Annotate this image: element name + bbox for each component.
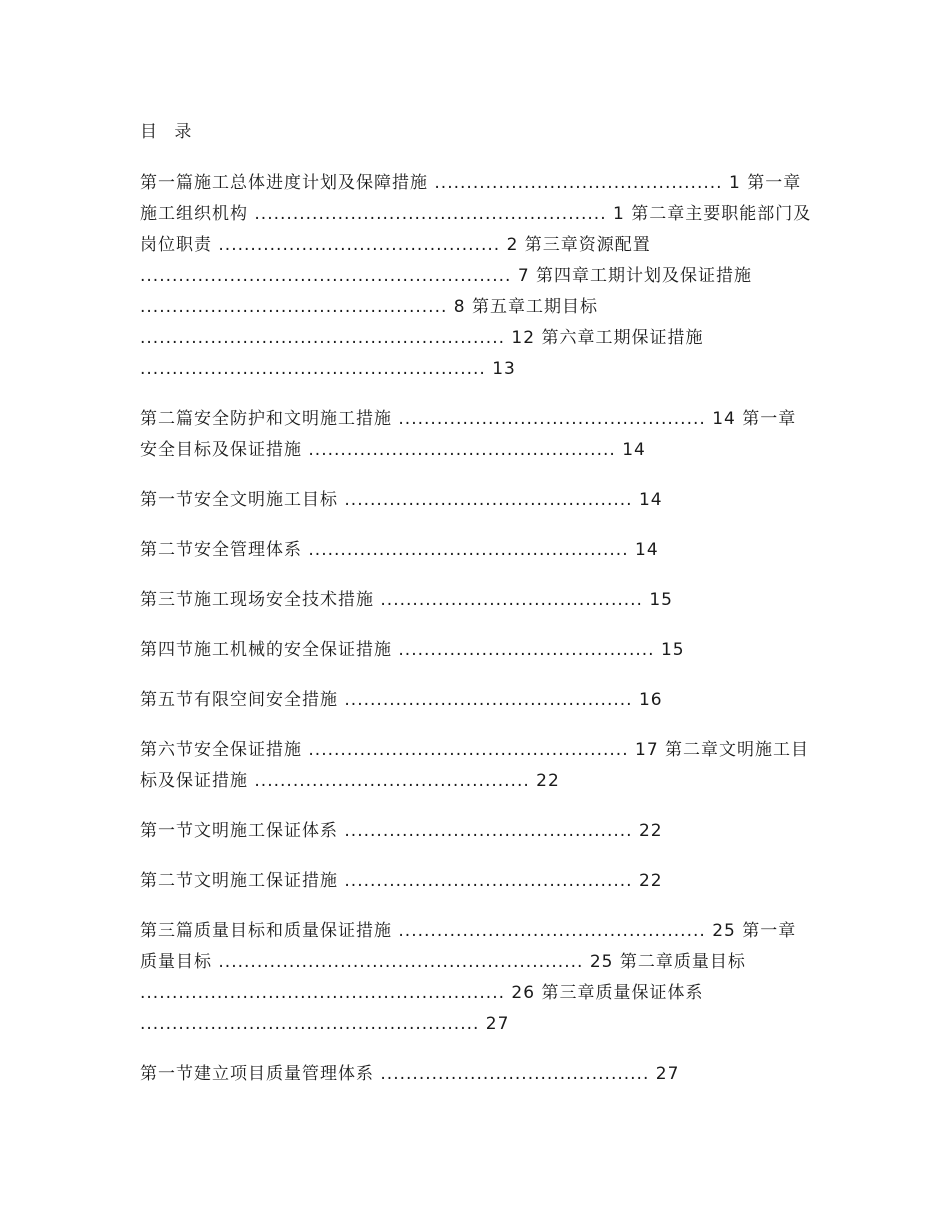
toc-entry-section: 第六节安全保证措施 .................................................. 17 第二章文明施工目标及保证措施 ........................................... 22 — [140, 740, 810, 791]
toc-entry-section: 第三节施工现场安全技术措施 ......................................... 15 — [140, 590, 673, 610]
toc-entry-section: 第二节安全管理体系 .................................................. 14 — [140, 540, 659, 560]
toc-entry-part3: 第三篇质量目标和质量保证措施 ................................................ 25 第一章质量目标 ......................................................... 25 第二章质量目标 ......................................................... 26 第三章质量保证体系 ..................................................... 27 — [140, 921, 797, 1034]
toc-entry-section: 第一节安全文明施工目标 ............................................. 14 — [140, 490, 663, 510]
toc-entry-section: 第二节文明施工保证措施 ............................................. 22 — [140, 871, 663, 891]
toc-entry-part1: 第一篇施工总体进度计划及保障措施 ............................................. 1 第一章施工组织机构 ....................................................... 1 第二章主要职能部门及岗位职责 ............................................ 2 第三章资源配置 .......................................................... 7 第四章工期计划及保证措施 ................................................ 8 第五章工期目标 ......................................................... 12 第六章工期保证措施 ...................................................... 13 — [140, 173, 812, 379]
toc-entry-section: 第四节施工机械的安全保证措施 ........................................ 15 — [140, 640, 685, 660]
toc-entry-section: 第五节有限空间安全措施 ............................................. 16 — [140, 690, 663, 710]
toc-entry-part2: 第二篇安全防护和文明施工措施 ................................................ 14 第一章安全目标及保证措施 ................................................ 14 — [140, 409, 797, 460]
toc-page — [140, 118, 812, 1109]
toc-entry-section: 第一节文明施工保证体系 ............................................. 22 — [140, 821, 663, 841]
toc-entry-section: 第一节建立项目质量管理体系 .......................................... 27 — [140, 1064, 680, 1084]
toc-title: 目 录 — [140, 122, 198, 142]
